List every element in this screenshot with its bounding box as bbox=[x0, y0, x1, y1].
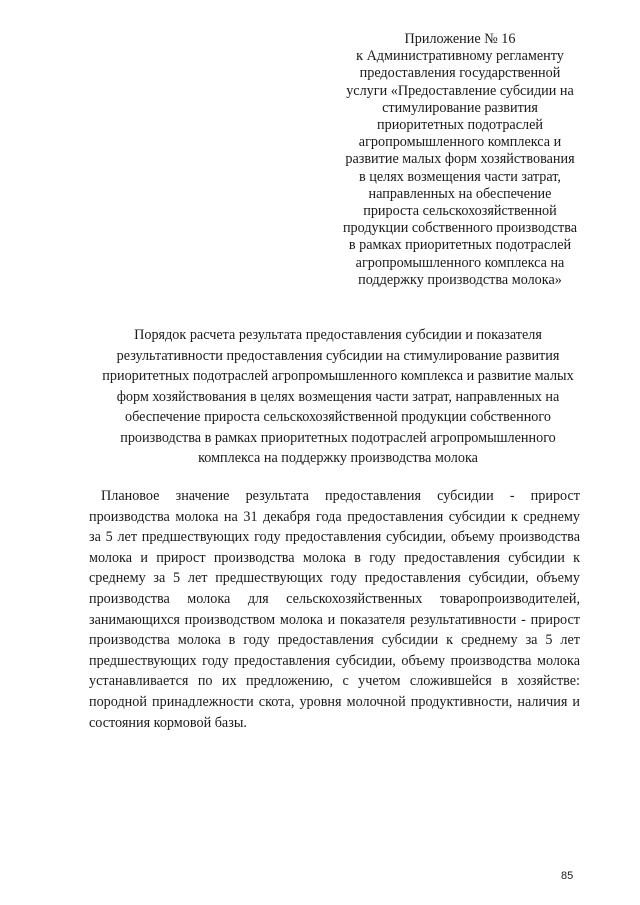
body-line: производства молока в году предоставления субсидии к среднему за 5 лет bbox=[89, 632, 580, 649]
body-line: устанавливается по их предложению, с учетом сложившейся в хозяйстве: bbox=[89, 673, 580, 690]
heading-line: форм хозяйствования в целях возмещения части затрат, направленных на bbox=[116, 388, 560, 405]
appendix-line: предоставления государственной bbox=[359, 65, 561, 82]
appendix-line: направленных на обеспечение bbox=[368, 185, 552, 202]
page-number: 85 bbox=[561, 870, 574, 882]
appendix-line: прироста сельскохозяйственной bbox=[363, 203, 557, 220]
appendix-header bbox=[318, 31, 602, 289]
body-line: молока и прирост производства молока в году предоставления субсидии к bbox=[89, 549, 580, 566]
appendix-line: стимулирование развития bbox=[382, 99, 538, 116]
body-line: занимающихся производством молока и показателя результативности - прирост bbox=[89, 611, 580, 628]
appendix-line: услуги «Предоставление субсидии на bbox=[346, 82, 574, 99]
appendix-line: развитие малых форм хозяйствования bbox=[345, 151, 575, 168]
heading-line: Порядок расчета результата предоставления субсидии и показателя bbox=[134, 327, 542, 343]
body-line: производства молока для сельскохозяйственных товаропроизводителей, bbox=[89, 590, 580, 607]
appendix-line: в целях возмещения части затрат, bbox=[359, 168, 561, 185]
body-line: состояния кормовой базы. bbox=[89, 714, 247, 731]
heading-line: приоритетных подотраслей агропромышленного комплекса и развитие малых bbox=[102, 368, 574, 384]
appendix-line: в рамках приоритетных подотраслей bbox=[348, 237, 572, 254]
body-line: производства молока на 31 декабря года предоставления субсидии к среднему bbox=[89, 508, 580, 525]
appendix-line: продукции собственного производства bbox=[342, 220, 578, 237]
appendix-title: Приложение № 16 bbox=[404, 31, 516, 47]
appendix-line: поддержку производства молока» bbox=[358, 271, 562, 288]
appendix-line: агропромышленного комплекса и bbox=[358, 134, 562, 151]
appendix-line: агропромышленного комплекса на bbox=[355, 254, 565, 271]
body-line: предшествующих году предоставления субсидии, объему производства молока bbox=[89, 652, 580, 669]
appendix-line: к Административному регламенту bbox=[356, 48, 564, 65]
body-line: за 5 лет предшествующих году предоставления субсидии, объему производства bbox=[89, 529, 580, 546]
body-line: породной принадлежности скота, уровня молочной продуктивности, наличия и bbox=[89, 693, 580, 710]
body-paragraph bbox=[89, 486, 580, 733]
heading-line: производства в рамках приоритетных подотраслей агропромышленного bbox=[120, 429, 556, 446]
body-line: Плановое значение результата предоставления субсидии - прирост bbox=[101, 488, 580, 504]
heading-line: комплекса на поддержку производства молока bbox=[198, 450, 478, 466]
heading-line: обеспечение прироста сельскохозяйственной продукции собственного bbox=[125, 409, 551, 425]
body-line: среднему за 5 лет предшествующих году предоставления субсидии, объему bbox=[89, 570, 580, 587]
appendix-line: приоритетных подотраслей bbox=[377, 117, 543, 134]
heading-line: результативности предоставления субсидии на стимулирование развития bbox=[116, 347, 560, 364]
document-heading bbox=[80, 325, 596, 469]
